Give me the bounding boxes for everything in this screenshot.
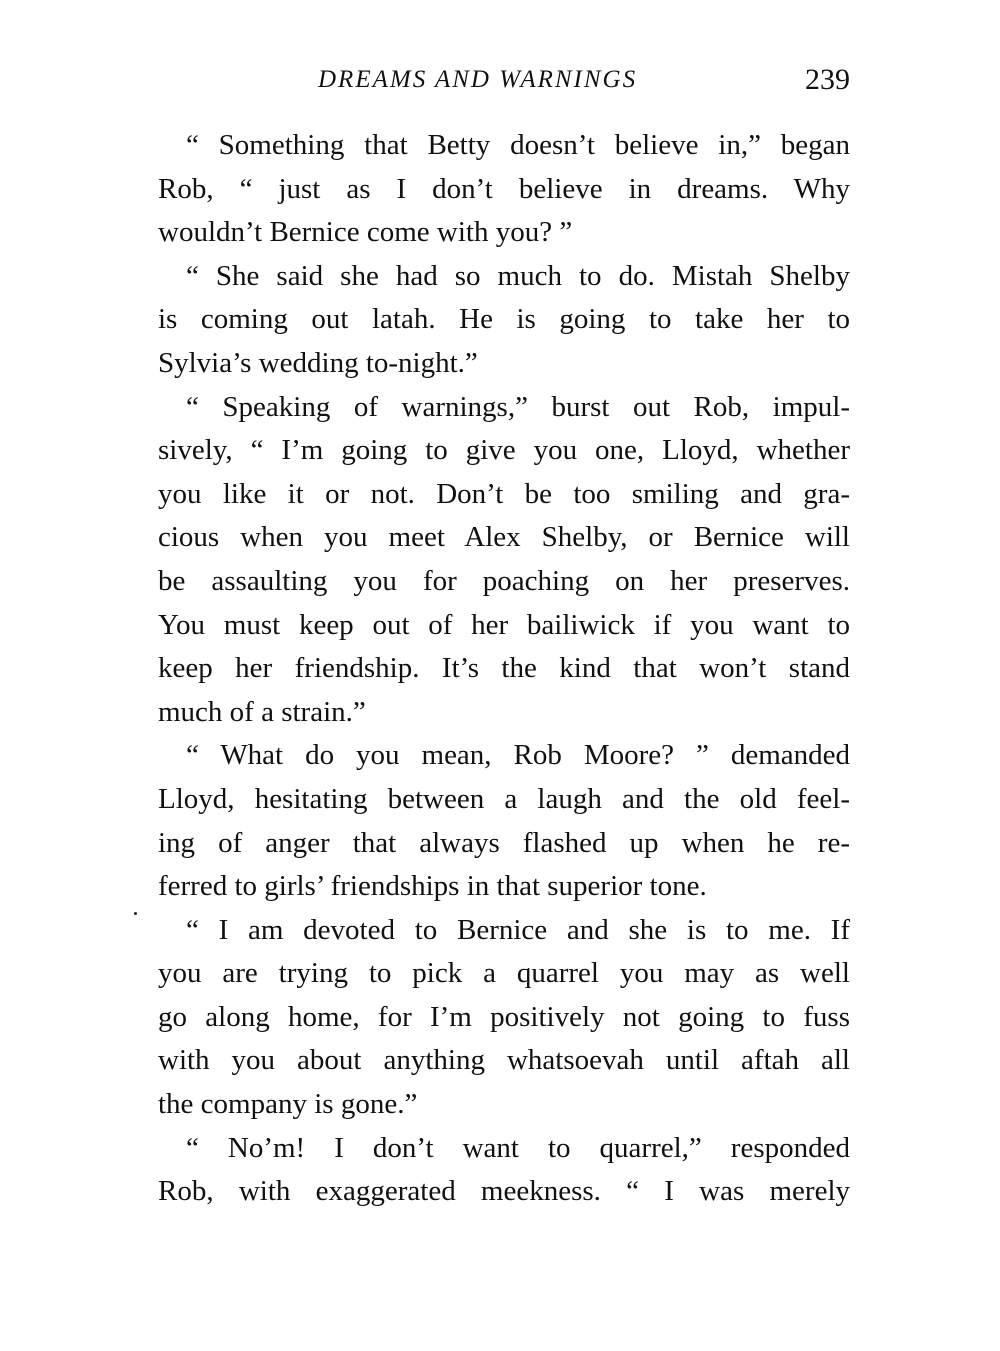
ink-speck: [134, 912, 137, 915]
text-line: Rob, with exaggerated meekness. “ I was merely: [158, 1175, 850, 1208]
running-title: DREAMS AND WARNINGS: [318, 66, 638, 93]
text-line: Sylvia’s wedding to-night.”: [158, 346, 478, 379]
text-line: “ What do you mean, Rob Moore? ” demanded: [186, 739, 850, 772]
text-line: Lloyd, hesitating between a laugh and the old feel-: [158, 782, 850, 815]
text-line: “ No’m! I don’t want to quarrel,” responded: [186, 1131, 850, 1164]
text-line: sively, “ I’m going to give you one, Lloyd, whether: [158, 434, 850, 467]
running-head: [158, 60, 850, 100]
text-line: go along home, for I’m positively not going to fuss: [158, 1000, 850, 1033]
text-line: “ She said she had so much to do. Mistah Shelby: [186, 259, 850, 292]
text-line: keep her friendship. It’s the kind that won’t stand: [158, 652, 850, 685]
text-line: You must keep out of her bailiwick if you want to: [158, 608, 850, 641]
text-line: you like it or not. Don’t be too smiling and gra-: [158, 477, 850, 510]
text-line: Rob, “ just as I don’t believe in dreams. Why: [158, 172, 850, 205]
text-line: cious when you meet Alex Shelby, or Bernice will: [158, 521, 850, 554]
text-line: “ Something that Betty doesn’t believe in,” began: [186, 129, 850, 161]
text-line: is coming out latah. He is going to take her to: [158, 303, 850, 336]
text-line: ing of anger that always flashed up when he re-: [158, 826, 850, 859]
body-text: [158, 124, 850, 1214]
page-number: 239: [805, 63, 850, 96]
text-line: wouldn’t Bernice come with you? ”: [158, 216, 573, 249]
text-line: ferred to girls’ friendships in that superior tone.: [158, 870, 707, 903]
text-line: you are trying to pick a quarrel you may as well: [158, 957, 850, 990]
text-line: much of a strain.”: [158, 695, 366, 728]
text-line: be assaulting you for poaching on her preserves.: [158, 564, 850, 597]
text-line: with you about anything whatsoevah until aftah all: [158, 1044, 850, 1077]
text-line: “ Speaking of warnings,” burst out Rob, impul-: [186, 390, 850, 423]
text-line: “ I am devoted to Bernice and she is to me. If: [186, 913, 850, 946]
text-line: the company is gone.”: [158, 1088, 418, 1121]
